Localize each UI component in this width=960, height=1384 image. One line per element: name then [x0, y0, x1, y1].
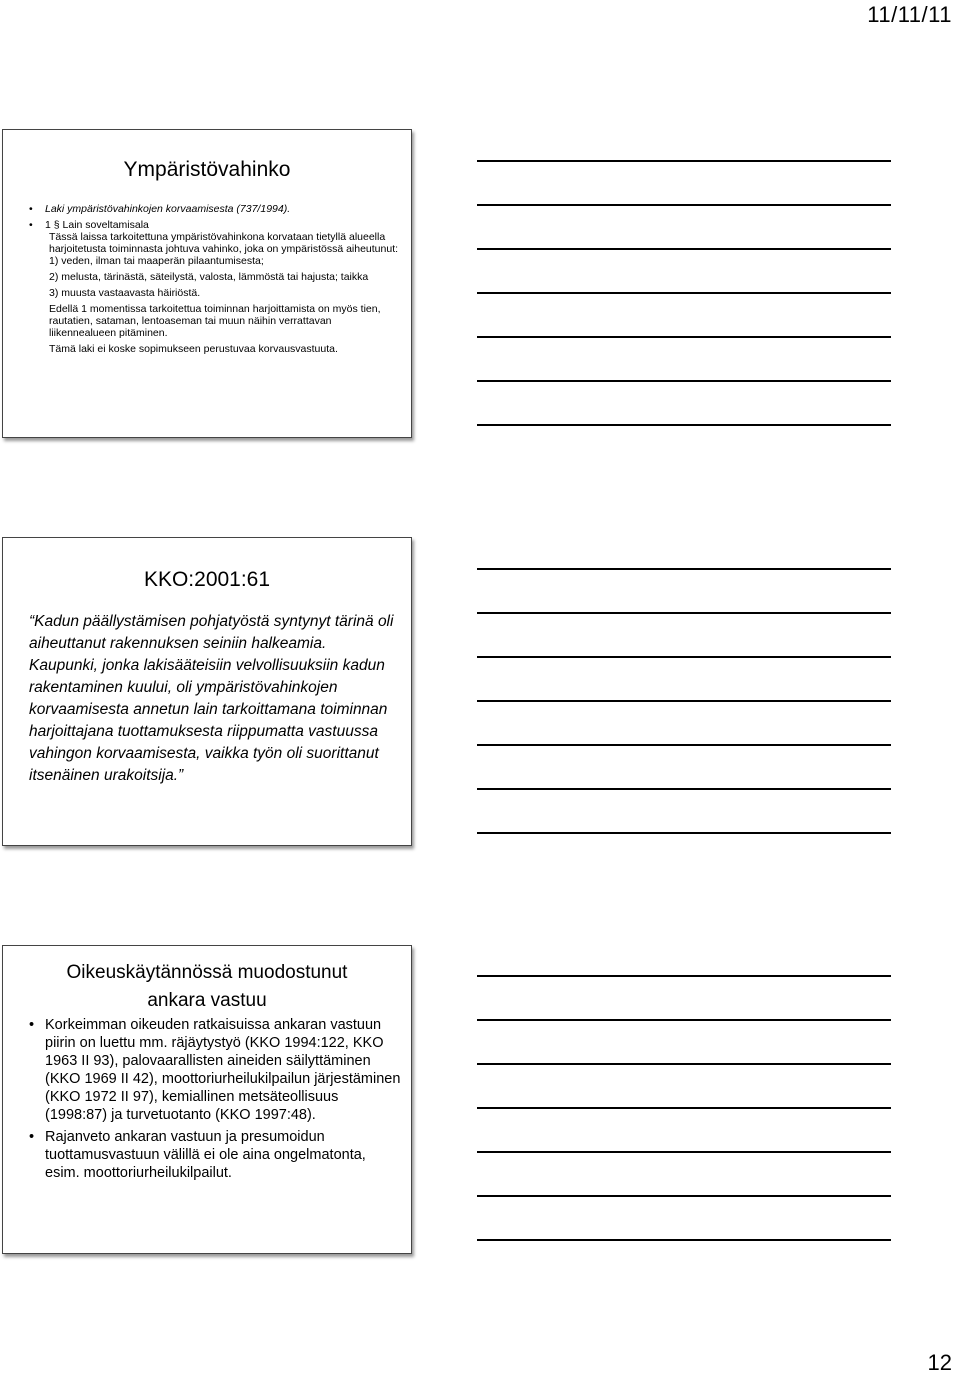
slide-2: [2, 537, 412, 846]
page-date: 11/11/11: [867, 2, 952, 27]
paragraph-text: Tämä laki ei koske sopimukseen perustuvaa korvausvastuuta.: [49, 343, 338, 355]
note-line: [477, 1239, 891, 1241]
note-line: [477, 1019, 891, 1021]
case-quote: “Kadun päällystämisen pohjatyöstä syntynyt tärinä oli aiheuttanut rakennuksen seiniin halkeamia. Kaupunki, jonka lakisääteisiin velvollisuuksiin kadun rakentaminen kuului, oli ympäristövahinkojen korvaamisesta annetun lain tarkoittamana toiminnan harjoittajana tuottamuksesta riippumatta vastuussa vahingon korvaamisesta, vaikka työn oli suorittanut itsenäinen urakoitsija.”: [29, 613, 394, 784]
slide-1: [2, 129, 412, 438]
paragraph-text: Edellä 1 momentissa tarkoitettua toiminnan harjoittamista on myös tien, rautatien, sataman, lentoaseman tai muun näihin verrattavan liikennealueen pitäminen.: [49, 303, 381, 339]
paragraph-text: 2) melusta, tärinästä, säteilystä, valosta, lämmöstä tai hajusta; taikka: [49, 271, 369, 283]
note-line: [477, 1195, 891, 1197]
page-number: 12: [927, 1350, 952, 1375]
note-line: [477, 292, 891, 294]
note-line: [477, 424, 891, 426]
law-reference-text: Laki ympäristövahinkojen korvaamisesta (737/1994).: [45, 203, 291, 215]
slide-content: [29, 203, 401, 355]
note-line: [477, 568, 891, 570]
note-line: [477, 788, 891, 790]
note-line: [477, 248, 891, 250]
note-line: [477, 975, 891, 977]
bullet-item: • Rajanveto ankaran vastuun ja presumoidun tuottamusvastuun välillä ei ole aina ongelmatonta, esim. moottoriurheilukilpailut.: [29, 1128, 401, 1182]
note-line: [477, 656, 891, 658]
paragraph-text: 3) muusta vastaavasta häiriöstä.: [49, 287, 201, 299]
slide-title: [3, 959, 411, 1015]
note-line: [477, 380, 891, 382]
note-line: [477, 700, 891, 702]
paragraph-text: Tässä laissa tarkoitettuna ympäristövahinkona korvataan tietyllä alueella harjoitetusta toiminnasta johtuva vahinko, joka on ympäristössä aiheutunut:: [49, 231, 399, 255]
bullet-section-1: • 1 § Lain soveltamisala: [29, 219, 401, 231]
bullet-item: • Korkeimman oikeuden ratkaisuissa ankaran vastuun piirin on luettu mm. räjäytystyö (KKO 1994:122, KKO 1963 II 93), palovaarallisten aineiden säilyttäminen (KKO 1969 II 42), moottoriurheilukilpailun järjestäminen (KKO 1972 II 97), kemiallinen metsäteollisuus (1998:87) ja turvetuotanto (KKO 1997:48).: [29, 1016, 401, 1124]
note-line: [477, 612, 891, 614]
notes-area-2: [477, 568, 891, 838]
note-line: [477, 1151, 891, 1153]
note-line: [477, 1063, 891, 1065]
slide-title: Ympäristövahinko: [123, 158, 291, 181]
title-line-2: ankara vastuu: [147, 990, 267, 1011]
note-line: [477, 160, 891, 162]
note-line: [477, 336, 891, 338]
paragraph-text: 1) veden, ilman tai maaperän pilaantumisesta;: [49, 255, 264, 267]
title-line-1: Oikeuskäytännössä muodostunut: [66, 962, 348, 983]
notes-area-1: [477, 160, 891, 430]
slide-content: [29, 1016, 401, 1186]
slide-title: KKO:2001:61: [143, 568, 271, 591]
slide-3: [2, 945, 412, 1254]
note-line: [477, 744, 891, 746]
note-line: [477, 1107, 891, 1109]
note-line: [477, 204, 891, 206]
notes-area-3: [477, 975, 891, 1245]
bullet-law-reference: [29, 203, 401, 215]
note-line: [477, 832, 891, 834]
